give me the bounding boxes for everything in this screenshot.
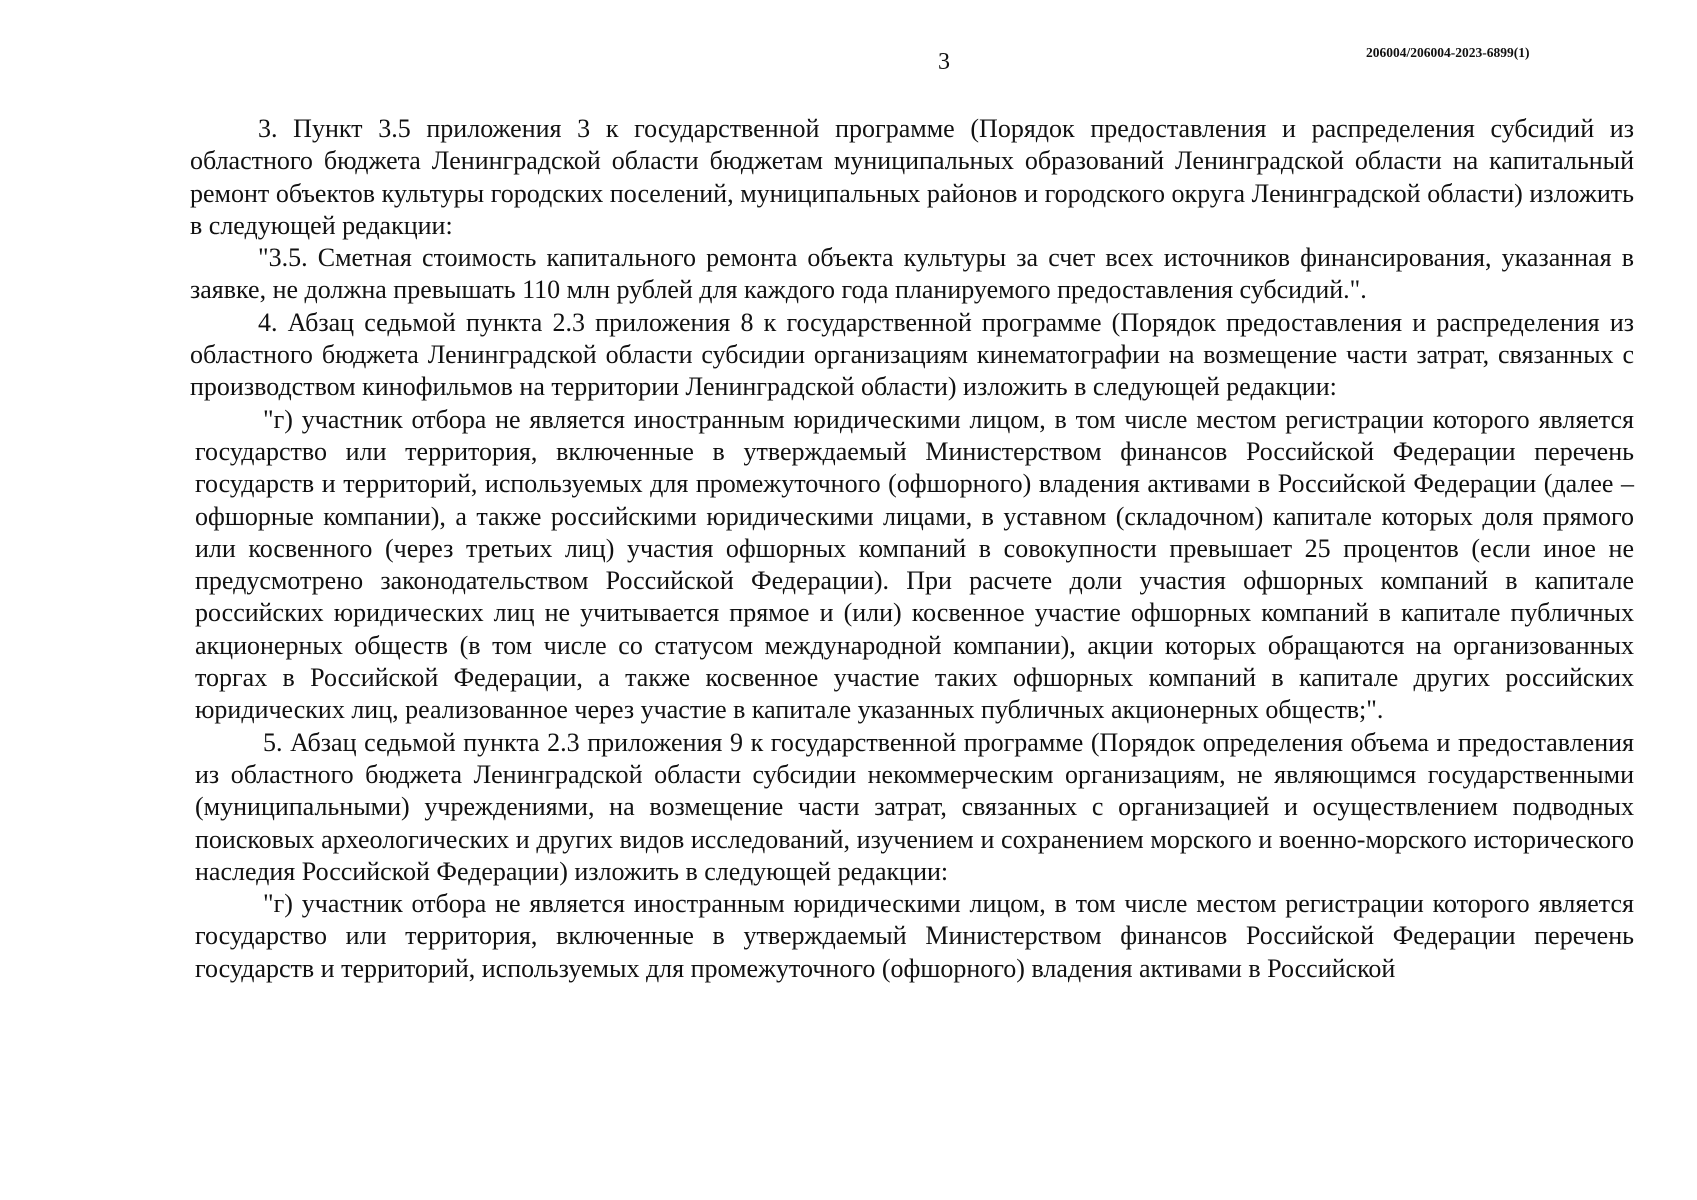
paragraph-quote-5-g: "г) участник отбора не является иностранным юридическими лицом, в том числе местом регистрации которого является государство или территория, включенные в утверждаемый Министерством финансов Российской Федерации перечень государств и территорий, используемых для промежуточного (офшорного) владения активами в Российской [195,889,1634,983]
paragraph-item-3: 3. Пункт 3.5 приложения 3 к государственной программе (Порядок предоставления и распределения субсидий из областного бюджета Ленинградской области бюджетам муниципальных образований Ленинградской области на капитальный ремонт объектов культуры городских поселений, муниципальных районов и городского округа Ленинградской области) изложить в следующей редакции: [190,114,1634,240]
document-id: 206004/206004-2023-6899(1) [1366,45,1530,60]
paragraph-item-5: 5. Абзац седьмой пункта 2.3 приложения 9 к государственной программе (Порядок определения объема и предоставления из областного бюджета Ленинградской области субсидии некоммерческим организациям, не являющимся государственными (муниципальными) учреждениями, на возмещение части затрат, связанных с организацией и осуществлением подводных поисковых археологических и других видов исследований, изучением и сохранением морского и военно-морского исторического наследия Российской Федерации) изложить в следующей редакции: [195,727,1634,886]
paragraph-quote-3-5: "3.5. Сметная стоимость капитального ремонта объекта культуры за счет всех источников финансирования, указанная в заявке, не должна превышать 110 млн рублей для каждого года планируемого предоставления субсидий.". [190,243,1634,305]
page-number: 3 [938,49,950,75]
paragraph-quote-4-g: "г) участник отбора не является иностранным юридическими лицом, в том числе местом регистрации которого является государство или территория, включенные в утверждаемый Министерством финансов Российской Федерации перечень государств и территорий, используемых для промежуточного (офшорного) владения активами в Российской Федерации (далее – офшорные компании), а также российскими юридическими лицами, в уставном (складочном) капитале которых доля прямого или косвенного (через третьих лиц) участия офшорных компаний в совокупности превышает 25 процентов (если иное не предусмотрено законодательством Российской Федерации). При расчете доли участия офшорных компаний в капитале российских юридических лиц не учитывается прямое и (или) косвенное участие офшорных компаний в капитале публичных акционерных обществ (в том числе со статусом международной компании), акции которых обращаются на организованных торгах в Российской Федерации, а также косвенное участие таких офшорных компаний в капитале других российских юридических лиц, реализованное через участие в капитале указанных публичных акционерных обществ;". [195,404,1634,725]
paragraph-item-4: 4. Абзац седьмой пункта 2.3 приложения 8 к государственной программе (Порядок предоставления и распределения из областного бюджета Ленинградской области субсидии организациям кинематографии на возмещение части затрат, связанных с производством кинофильмов на территории Ленинградской области) изложить в следующей редакции: [190,307,1634,402]
document-body [190,113,1634,985]
